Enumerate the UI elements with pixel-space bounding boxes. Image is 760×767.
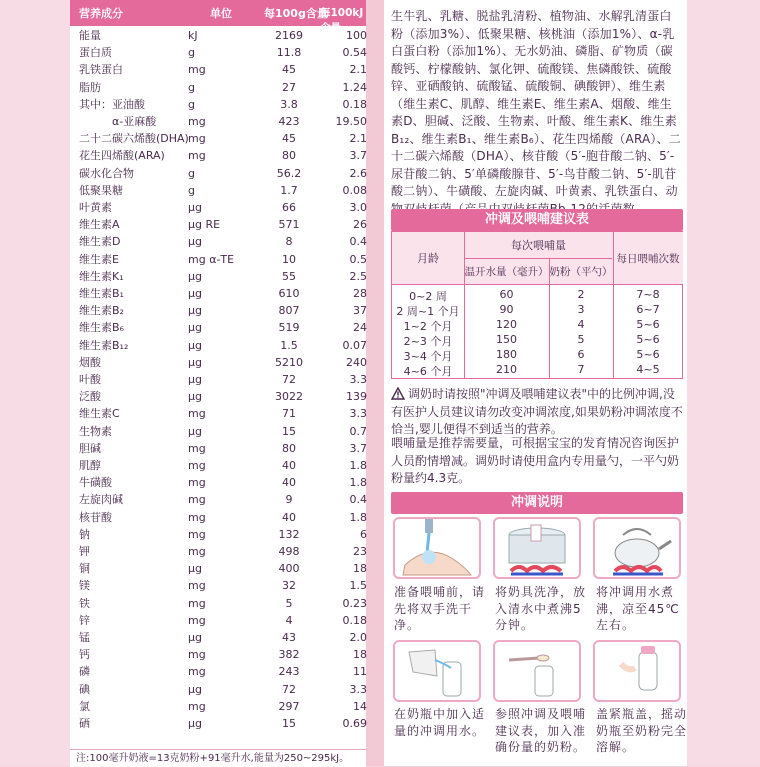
nutrient-unit: μg [188, 682, 202, 696]
nutrient-per100g: 45 [282, 132, 296, 146]
nutrient-per100kj: 2.5 [349, 269, 367, 283]
nutrient-per100kj: 2.6 [349, 166, 367, 180]
nutrient-unit: g [188, 80, 195, 94]
nutrient-name: 核苷酸 [79, 510, 112, 524]
nutrient-per100g: 2169 [275, 29, 303, 42]
nutrient-per100g: 80 [282, 441, 296, 455]
nutrition-row [70, 337, 366, 354]
nutrient-per100g: 519 [278, 321, 300, 335]
nutrient-unit: kJ [188, 29, 198, 42]
feeding-age: 0~2 周 [409, 290, 447, 303]
feeding-water: 90 [499, 303, 514, 316]
nutrient-per100kj: 26 [353, 218, 367, 232]
nutrient-per100kj: 18 [353, 648, 367, 662]
ingredients-text: 生牛乳、乳糖、脱盐乳清粉、植物油、水解乳清蛋白粉（添加3%）、低聚果糖、核桃油（添加1%）、α-乳白蛋白粉（添加1%）、无水奶油、磷脂、矿物质（碳酸钙、柠檬酸钠、氯化钾、硫酸镁、焦磷酸铁、硫酸锌、亚硒酸钠、硫酸锰、硫酸铜、碘酸钾）、维生素（维生素C、肌醇、维生素E、维生素A、烟酸、维生素D、胆碱、泛酸、生物素、叶酸、维生素K、维生素B₁₂、维生素B₁、维生素B₆）、花生四烯酸（ARA）、二十二碳六烯酸（DHA）、核苷酸（5′-胞苷酸二钠、5′-尿苷酸二钠、5′单磷酸腺苷、5′-鸟苷酸二钠、5′-肌苷酸二钠）、牛磺酸、左旋肉碱、叶黄素、乳铁蛋白、动 [391, 9, 682, 198]
nutrient-per100g: 243 [278, 665, 300, 679]
nutrient-per100g: 382 [278, 648, 300, 662]
step2-text: 将奶具洗净，放入清水中煮沸5分钟。 [495, 585, 587, 632]
feeding-times: 7~8 [636, 288, 660, 301]
nutrient-per100g: 423 [278, 115, 300, 128]
feeding-water: 150 [496, 333, 517, 346]
nutrient-per100g: 4 [285, 613, 293, 627]
nutrient-per100kj: 240 [346, 355, 367, 369]
nutrient-per100g: 297 [278, 699, 300, 713]
nutrient-per100kj: 2.1 [349, 63, 367, 77]
nutrient-name: 叶黄素 [79, 201, 112, 214]
nutrient-name: 叶酸 [79, 373, 101, 386]
nutrient-unit: mg [188, 476, 206, 490]
nutrient-name: 钙 [79, 648, 90, 662]
nutrient-name: 能量 [79, 29, 101, 42]
nutrition-row [70, 285, 366, 302]
nutrition-row [70, 474, 366, 491]
step4-text: 在奶瓶中加入适量的冲调用水。 [394, 707, 486, 738]
nutrient-unit: mg [188, 407, 206, 421]
nutrient-per100g: 10 [282, 252, 296, 266]
nutrient-per100g: 9 [285, 493, 293, 507]
nutrient-per100kj: 28 [353, 287, 367, 300]
nutrient-name: 铁 [79, 596, 90, 610]
nutrient-unit: μg [188, 717, 202, 730]
feeding-scoop: 6 [577, 348, 585, 361]
nutrient-per100kj: 0.4 [349, 493, 367, 507]
feeding-col-water: 温开水量（毫升） [464, 258, 549, 284]
nutrient-per100kj: 0.69 [342, 717, 367, 730]
nutrient-per100kj: 139 [346, 390, 367, 404]
feeding-age: 2 周~1 个月 [396, 305, 460, 318]
feeding-times: 4~5 [636, 363, 660, 376]
nutrient-per100g: 40 [282, 510, 296, 524]
nutrition-row [70, 44, 366, 61]
step2-image-boil-bottles [493, 517, 581, 579]
nutrient-name: 烟酸 [79, 355, 101, 369]
nutrition-row [70, 251, 366, 268]
nutrient-name: α-亚麻酸 [79, 115, 157, 128]
nutrient-per100g: 32 [282, 579, 296, 593]
nutrient-per100kj: 14 [353, 699, 367, 713]
nutrient-per100g: 45 [282, 63, 296, 77]
step5-text: 参照冲调及喂哺建议表，加入准确份量的奶粉。 [495, 707, 587, 754]
nutrient-per100kj: 1.8 [349, 476, 367, 490]
nutrition-row [70, 577, 366, 594]
nutrition-row [70, 319, 366, 336]
nutrient-unit: mg [188, 596, 206, 610]
nutrient-per100g: 571 [278, 218, 300, 232]
nutrition-row [70, 27, 366, 44]
nutrient-per100kj: 0.7 [349, 424, 367, 438]
nutrient-unit: mg [188, 115, 206, 128]
step6-image-shake-bottle [593, 640, 681, 702]
nutrient-name: 锰 [79, 631, 90, 644]
nutrient-per100g: 807 [278, 304, 300, 318]
step3-image-kettle [593, 517, 681, 579]
nutrient-per100kj: 1.5 [349, 579, 367, 593]
nutrient-per100kj: 0.4 [349, 235, 367, 249]
nutrient-per100g: 71 [282, 407, 296, 421]
feeding-scoop: 3 [577, 303, 585, 316]
nutrition-row [70, 268, 366, 285]
nutrient-per100kj: 3.7 [349, 441, 367, 455]
nutrient-name: 蛋白质 [79, 46, 112, 60]
nutrient-unit: mg [188, 132, 206, 146]
nutrient-per100g: 610 [278, 287, 300, 300]
nutrient-name: 硒 [79, 717, 90, 730]
nutrient-unit: μg [188, 631, 202, 644]
nutrition-row [70, 61, 366, 78]
nutrient-unit: μg [188, 287, 202, 300]
nutrition-row [70, 440, 366, 457]
nutrient-name: 碘 [79, 682, 90, 696]
nutrition-row [70, 388, 366, 405]
nutrient-per100g: 56.2 [276, 166, 302, 180]
nutrient-name: 维生素D [79, 235, 121, 249]
nutrient-per100kj: 3.3 [349, 373, 367, 386]
nutrient-per100kj: 3.7 [349, 149, 367, 163]
nutrient-name: 乳铁蛋白 [79, 63, 123, 77]
nutrient-name: 碳水化合物 [79, 166, 134, 180]
nutrition-row [70, 595, 366, 612]
warning-triangle-icon [391, 387, 405, 400]
feeding-times: 5~6 [636, 318, 660, 331]
step1-image-handwash [393, 517, 481, 579]
right-margin-background [687, 0, 760, 766]
nutrient-unit: mg [188, 493, 206, 507]
nutrient-per100kj: 3.0 [349, 201, 367, 214]
nutrient-name: 维生素A [79, 218, 120, 232]
nutrient-name: 维生素B₁ [79, 287, 124, 300]
nutrient-unit: mg [188, 648, 206, 662]
nutrient-unit: g [188, 97, 195, 111]
nutrient-per100kj: 1.8 [349, 459, 367, 472]
nutrient-per100g: 15 [282, 717, 296, 730]
nutrient-name: 维生素B₆ [79, 321, 124, 335]
nutrient-per100kj: 3.3 [349, 407, 367, 421]
nutrient-unit: g [188, 46, 195, 60]
nutrient-per100g: 72 [282, 373, 296, 386]
nutrition-row [70, 526, 366, 543]
nutrient-per100kj: 3.3 [349, 682, 367, 696]
warning-text: 调奶时请按照"冲调及喂哺建议表"中的比例冲调,没有医护人员建议请勿改变冲调浓度,如果奶粉冲调浓度不恰当,婴儿便得不到适当的营养。 [391, 387, 683, 436]
nutrition-row [70, 233, 366, 250]
nutrient-name: 二十二碳六烯酸(DHA) [79, 132, 189, 146]
nutrient-unit: μg [188, 201, 202, 214]
feeding-col-times: 每日喂哺次数 [613, 232, 683, 284]
nutrient-name: 磷 [79, 665, 90, 679]
nutrition-row [70, 681, 366, 698]
nutrient-per100kj: 6 [360, 527, 367, 541]
nutrient-per100g: 1.5 [280, 338, 298, 352]
nutrient-name: 脂肪 [79, 80, 101, 94]
nutrient-per100g: 3022 [275, 390, 303, 404]
nutrition-row [70, 457, 366, 474]
nutrient-name: 其中：亚油酸 [79, 97, 145, 111]
feeding-times: 5~6 [636, 348, 660, 361]
nutrition-row [70, 629, 366, 646]
nutrition-row [70, 423, 366, 440]
nutrition-row [70, 354, 366, 371]
nutrient-name: 左旋肉碱 [79, 493, 123, 507]
instructions-title: 冲调说明 [391, 492, 683, 514]
nutrient-unit: μg [188, 373, 202, 386]
nutrient-name: 钾 [79, 545, 90, 558]
header-unit: 单位 [210, 7, 232, 20]
nutrient-unit: mg [188, 545, 206, 558]
nutrient-name: 氯 [79, 699, 90, 713]
step3-text: 将冲调用水煮沸，凉至45℃左右。 [596, 585, 680, 632]
nutrient-unit: μg [188, 304, 202, 318]
nutrient-unit: μg [188, 424, 202, 438]
nutrient-name: 锌 [79, 613, 90, 627]
nutrient-unit: mg [188, 579, 206, 593]
nutrition-row [70, 165, 366, 182]
nutrient-per100g: 27 [282, 80, 296, 94]
nutrient-name: 花生四烯酸(ARA) [79, 149, 165, 163]
nutrient-unit: μg [188, 321, 202, 335]
feeding-times: 5~6 [636, 333, 660, 346]
feeding-water: 120 [496, 318, 517, 331]
nutrient-unit: mg [188, 441, 206, 455]
nutrient-per100kj: 23 [353, 545, 367, 558]
feeding-note: 喂哺量是推荐需要量，可根据宝宝的发育情况咨询医护人员酌情增减。调奶时请使用盒内专用量勺，一平勺奶粉量约4.3克。 [391, 436, 680, 485]
nutrient-per100g: 498 [278, 545, 300, 558]
nutrient-per100kj: 2.0 [349, 631, 367, 644]
nutrient-unit: μg RE [188, 218, 221, 232]
nutrition-row [70, 698, 366, 715]
nutrient-unit: μg [188, 235, 202, 249]
nutrient-per100kj: 1.24 [342, 80, 367, 94]
nutrient-per100g: 15 [282, 424, 296, 438]
feeding-age: 2~3 个月 [403, 335, 453, 348]
nutrient-name: 维生素B₁₂ [79, 338, 129, 352]
nutrition-row [70, 96, 366, 113]
nutrient-unit: mg α-TE [188, 252, 235, 266]
nutrition-row [70, 560, 366, 577]
nutrition-row [70, 715, 366, 732]
nutrition-row [70, 147, 366, 164]
feeding-scoop: 4 [577, 318, 585, 331]
nutrient-unit: μg [188, 269, 202, 283]
feeding-col-age: 月龄 [392, 232, 464, 284]
nutrient-unit: mg [188, 459, 206, 472]
feeding-col-scoop: 奶粉（平勺） [549, 258, 613, 284]
footnote-text: 注:100毫升奶液=13克奶粉+91毫升水,能量为250~295kJ。 [76, 753, 350, 764]
nutrient-name: 钠 [79, 527, 90, 541]
feeding-water: 60 [499, 288, 514, 301]
nutrient-per100g: 8 [285, 235, 293, 249]
nutrient-name: 维生素K₁ [79, 269, 124, 283]
nutrition-footnote [70, 749, 366, 767]
nutrient-per100kj: 0.07 [342, 338, 367, 352]
nutrient-name: 胆碱 [79, 441, 101, 455]
nutrition-row [70, 113, 366, 130]
nutrient-name: 泛酸 [79, 390, 101, 404]
nutrition-row [70, 371, 366, 388]
nutrition-row [70, 405, 366, 422]
nutrient-per100g: 80 [282, 149, 296, 163]
step6-text: 盖紧瓶盖，摇动奶瓶至奶粉完全溶解。 [596, 707, 688, 754]
nutrition-row [70, 302, 366, 319]
feeding-age: 1~2 个月 [403, 320, 453, 333]
nutrient-unit: g [188, 166, 195, 180]
nutrient-name: 生物素 [79, 424, 112, 438]
feeding-col-each: 每次喂哺量 [464, 232, 613, 258]
nutrition-row [70, 216, 366, 233]
nutrient-unit: mg [188, 665, 206, 679]
nutrient-unit: mg [188, 149, 206, 163]
nutrient-per100kj: 11 [353, 665, 367, 679]
nutrient-per100kj: 0.23 [342, 596, 367, 610]
nutrient-per100g: 5210 [275, 355, 303, 369]
nutrient-per100g: 132 [278, 527, 300, 541]
nutrient-per100kj: 100 [346, 29, 367, 42]
feeding-scoop: 7 [577, 363, 585, 376]
nutrition-row [70, 491, 366, 508]
header-name: 营养成分 [79, 7, 123, 20]
panel-divider [366, 0, 384, 766]
nutrient-per100g: 1.7 [280, 183, 298, 197]
step1-text: 准备喂哺前，请先将双手洗干净。 [394, 585, 486, 632]
step5-image-add-powder [493, 640, 581, 702]
feeding-water: 210 [496, 363, 517, 376]
nutrient-per100g: 400 [278, 562, 300, 576]
nutrient-unit: μg [188, 355, 202, 369]
nutrient-unit: mg [188, 699, 206, 713]
nutrient-unit: mg [188, 510, 206, 524]
nutrient-per100g: 11.8 [276, 46, 302, 60]
nutrient-per100g: 43 [282, 631, 296, 644]
nutrient-unit: mg [188, 63, 206, 77]
header-per100kj: 每100kJ含量 [320, 7, 364, 34]
nutrient-name: 牛磺酸 [79, 476, 112, 490]
nutrient-per100kj: 24 [353, 321, 367, 335]
nutrition-row [70, 130, 366, 147]
nutrition-row [70, 199, 366, 216]
nutrient-name: 镁 [79, 579, 90, 593]
nutrient-per100kj: 0.54 [342, 46, 367, 60]
nutrient-per100g: 72 [282, 682, 296, 696]
nutrient-unit: μg [188, 562, 202, 576]
nutrition-row [70, 612, 366, 629]
nutrient-per100g: 3.8 [280, 97, 298, 111]
nutrient-unit: mg [188, 527, 206, 541]
nutrient-per100kj: 0.18 [342, 97, 367, 111]
feeding-age: 4~6 个月 [403, 365, 453, 378]
nutrient-per100kj: 0.18 [342, 613, 367, 627]
nutrient-per100kj: 1.8 [349, 510, 367, 524]
feeding-scoop: 2 [577, 288, 585, 301]
left-margin-background [0, 0, 70, 766]
warning-block [391, 386, 683, 439]
nutrient-name: 低聚果糖 [79, 183, 123, 197]
feeding-scoop: 5 [577, 333, 585, 346]
nutrition-row [70, 182, 366, 199]
nutrition-row [70, 79, 366, 96]
header-per100g: 每100g含量 [264, 7, 328, 20]
nutrient-name: 铜 [79, 562, 90, 576]
nutrient-per100g: 55 [282, 269, 296, 283]
nutrient-name: 肌醇 [79, 459, 101, 472]
nutrient-name: 维生素C [79, 407, 120, 421]
nutrient-name: 维生素E [79, 252, 119, 266]
nutrient-per100kj: 18 [353, 562, 367, 576]
nutrient-name: 维生素B₂ [79, 304, 124, 318]
feeding-table-title: 冲调及喂哺建议表 [391, 209, 683, 231]
feeding-table [391, 231, 683, 379]
nutrient-per100kj: 37 [353, 304, 367, 318]
feeding-water: 180 [496, 348, 517, 361]
step4-image-pour-water [393, 640, 481, 702]
nutrition-row [70, 646, 366, 663]
nutrition-table-header [70, 0, 366, 34]
nutrient-per100g: 40 [282, 476, 296, 490]
feeding-age: 3~4 个月 [403, 350, 453, 363]
nutrient-per100kj: 0.08 [342, 183, 367, 197]
nutrient-unit: g [188, 183, 195, 197]
nutrition-row [70, 663, 366, 680]
nutrient-unit: mg [188, 613, 206, 627]
nutrient-per100kj: 19.50 [335, 115, 367, 128]
nutrient-per100kj: 0.5 [349, 252, 367, 266]
nutrient-per100g: 66 [282, 201, 296, 214]
nutrient-per100g: 40 [282, 459, 296, 472]
nutrient-per100g: 5 [285, 596, 293, 610]
nutrition-row [70, 509, 366, 526]
nutrient-per100kj: 2.1 [349, 132, 367, 146]
nutrient-unit: μg [188, 338, 202, 352]
nutrition-row [70, 543, 366, 560]
feeding-times: 6~7 [636, 303, 660, 316]
nutrient-unit: μg [188, 390, 202, 404]
